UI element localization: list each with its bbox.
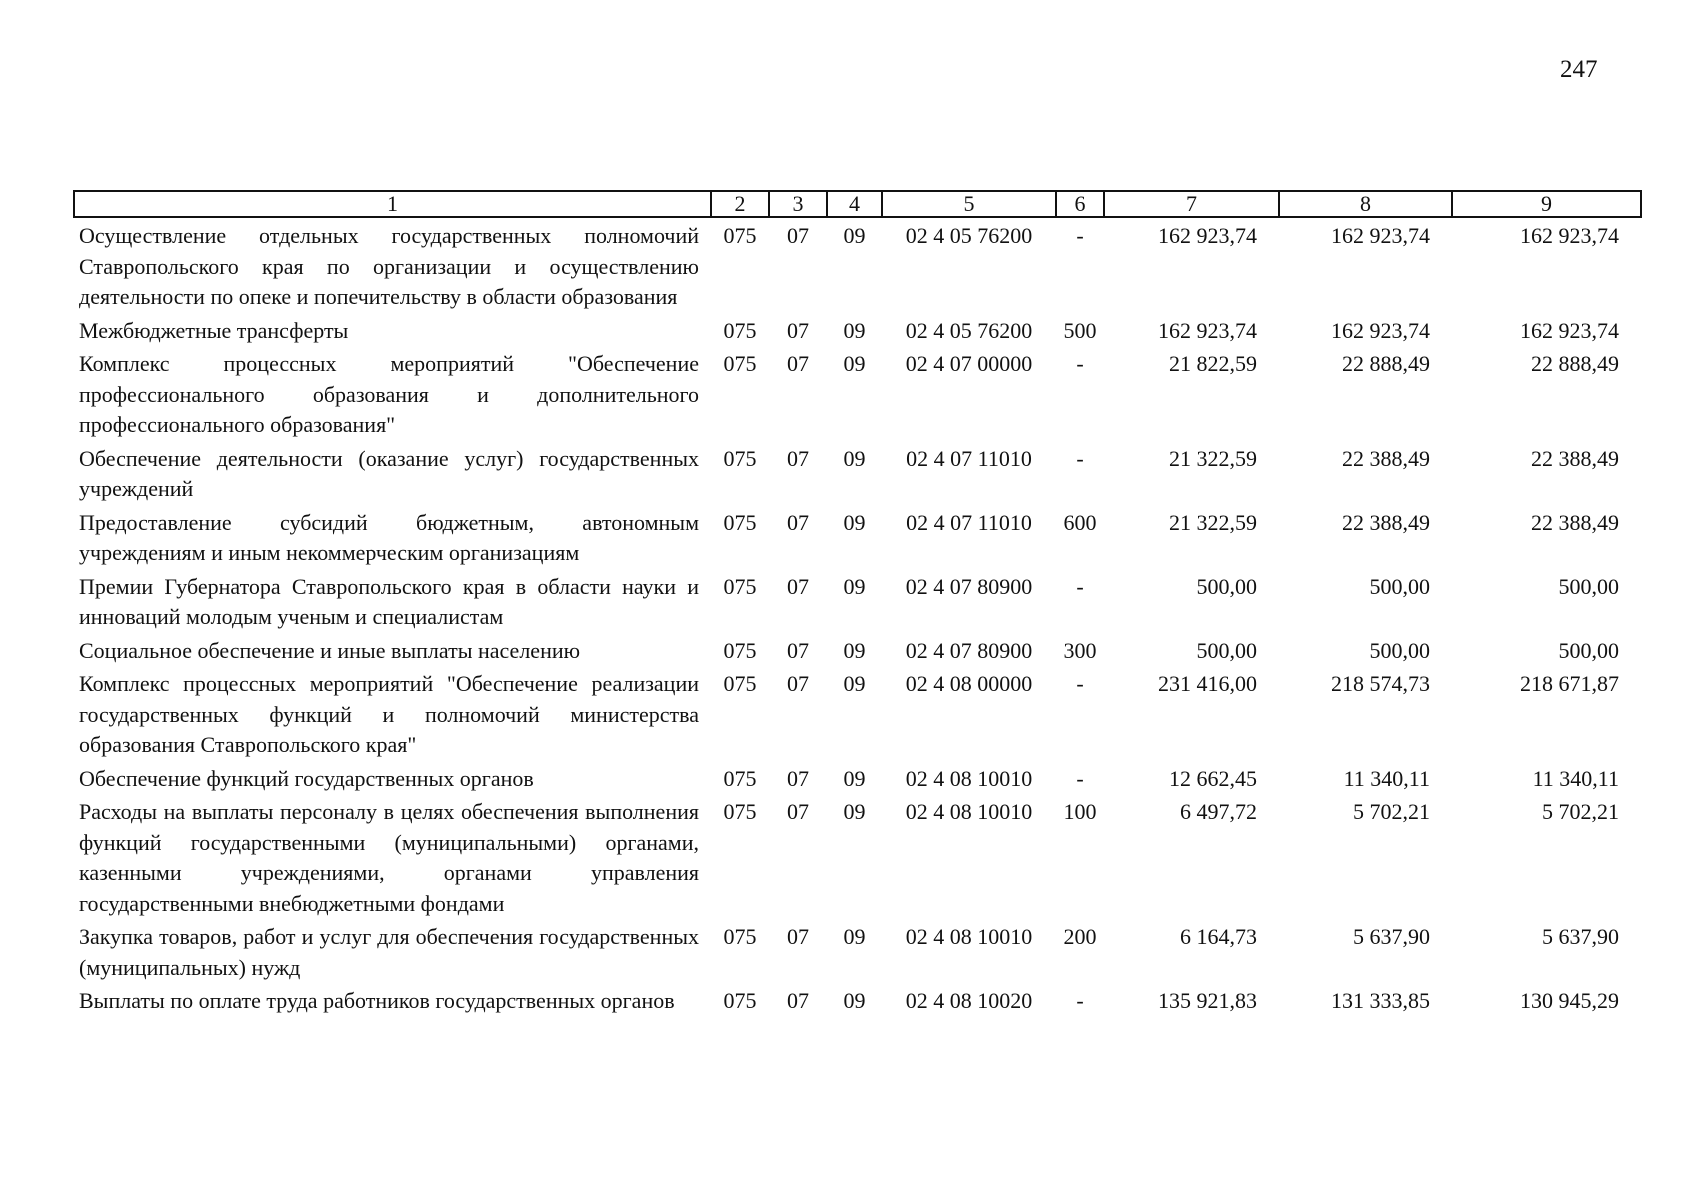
row-name-cell: Комплекс процессных мероприятий "Обеспечение профессионального образования и дополнительного профессионального образования" [79,351,699,437]
code-cell: 02 4 07 11010 [906,509,1032,535]
code-cell: - [1076,223,1084,248]
table-body [74,217,1641,1017]
code-cell: 075 [723,671,757,696]
amount-cell: 500,00 [1196,573,1257,599]
code-cell: 07 [787,988,809,1013]
code-cell: 09 [843,445,866,471]
amount-cell: 5 702,21 [1542,799,1619,824]
amount-cell: 162 923,74 [1520,223,1619,248]
table-row [74,983,1641,1017]
code-cell: 02 4 05 76200 [905,317,1033,343]
amount-cell: 500,00 [1558,637,1619,663]
amount-cell: 218 574,73 [1331,671,1430,696]
code-cell: 075 [723,351,757,376]
amount-cell: 162 923,74 [1520,317,1619,343]
amount-cell: 130 945,29 [1520,988,1619,1013]
code-cell: 075 [723,765,757,791]
code-cell: 02 4 08 10010 [905,799,1033,824]
code-cell: 07 [787,573,809,599]
table-row [74,569,1641,633]
amount-cell: 162 923,74 [1331,223,1430,248]
amount-cell: 5 637,90 [1353,924,1430,949]
budget-table [73,190,1642,1017]
table-row [74,441,1641,505]
row-name-cell: Закупка товаров, работ и услуг для обеспечения государственных (муниципальных) нужд [79,924,699,980]
amount-cell: 22 388,49 [1531,509,1619,535]
code-cell: 600 [1063,509,1097,535]
table-row [74,313,1641,347]
code-cell: 09 [843,637,866,663]
code-cell: 07 [787,924,809,949]
code-cell: 07 [787,637,809,663]
amount-cell: 131 333,85 [1331,988,1430,1013]
amount-cell: 500,00 [1369,637,1430,663]
table-row [74,794,1641,919]
row-name-cell: Предоставление субсидий бюджетным, автономным учреждениям и иным некоммерческим организациям [79,509,699,565]
code-cell: 09 [843,671,866,696]
code-cell: 09 [843,924,866,949]
amount-cell: 6 497,72 [1180,799,1257,824]
table-row [74,633,1641,667]
code-cell: 02 4 08 10010 [905,765,1033,791]
table-row [74,666,1641,761]
amount-cell: 5 702,21 [1353,799,1430,824]
code-cell: - [1076,671,1084,696]
code-cell: 07 [787,799,809,824]
table-row [74,217,1641,313]
code-cell: 09 [843,988,866,1013]
amount-cell: 135 921,83 [1158,988,1257,1013]
code-cell: 500 [1063,317,1097,343]
row-name-cell: Обеспечение функций государственных органов [79,765,534,791]
amount-cell: 231 416,00 [1158,671,1257,696]
code-cell: 07 [787,765,809,791]
amount-cell: 22 388,49 [1531,445,1619,471]
code-cell: 02 4 08 00000 [905,671,1033,696]
page-number: 247 [1560,56,1598,83]
column-header: 7 [1104,191,1279,217]
code-cell: 075 [723,637,757,663]
column-header: 6 [1056,191,1104,217]
column-header: 1 [74,191,711,217]
code-cell: 09 [843,573,866,599]
amount-cell: 500,00 [1196,637,1257,663]
code-cell: 09 [843,799,866,824]
code-cell: 075 [723,988,757,1013]
amount-cell: 22 888,49 [1531,351,1619,376]
amount-cell: 162 923,74 [1158,317,1257,343]
code-cell: 02 4 05 76200 [905,223,1033,248]
column-header: 8 [1279,191,1452,217]
code-cell: 200 [1063,924,1097,949]
code-cell: 09 [843,317,866,343]
column-header: 5 [882,191,1056,217]
column-header: 3 [769,191,827,217]
code-cell: 02 4 07 00000 [905,351,1033,376]
amount-cell: 21 322,59 [1169,509,1257,535]
row-name-cell: Социальное обеспечение и иные выплаты населению [79,637,581,663]
code-cell: - [1076,765,1084,791]
code-cell: 07 [787,509,809,535]
row-name-cell: Премии Губернатора Ставропольского края в области науки и инноваций молодым ученым и специалистам [79,573,699,629]
table-header-row [74,191,1641,217]
code-cell: 09 [843,351,866,376]
code-cell: 07 [787,317,809,343]
code-cell: - [1076,351,1084,376]
code-cell: 075 [723,317,757,343]
code-cell: 300 [1063,637,1097,663]
amount-cell: 6 164,73 [1180,924,1257,949]
amount-cell: 500,00 [1558,573,1619,599]
amount-cell: 5 637,90 [1542,924,1619,949]
code-cell: 075 [723,223,757,248]
code-cell: 07 [787,351,809,376]
code-cell: 09 [843,223,866,248]
amount-cell: 11 340,11 [1532,765,1619,791]
row-name-cell: Обеспечение деятельности (оказание услуг) государственных учреждений [79,445,699,501]
amount-cell: 22 888,49 [1342,351,1430,376]
table-row [74,919,1641,983]
amount-cell: 21 322,59 [1169,445,1257,471]
amount-cell: 218 671,87 [1520,671,1619,696]
code-cell: - [1076,445,1084,471]
row-name-cell: Осуществление отдельных государственных полномочий Ставропольского края по организации и осуществлению деятельности по опеке и попечительству в области образования [79,223,699,309]
code-cell: 07 [787,445,809,471]
column-header: 4 [827,191,882,217]
amount-cell: 11 340,11 [1343,765,1430,791]
code-cell: 075 [723,509,757,535]
code-cell: 02 4 07 80900 [905,637,1033,663]
table-row [74,346,1641,441]
code-cell: 07 [787,223,809,248]
column-header: 9 [1452,191,1641,217]
code-cell: 075 [723,799,757,824]
code-cell: 07 [787,671,809,696]
row-name-cell: Выплаты по оплате труда работников государственных органов [79,988,675,1013]
row-name-cell: Комплекс процессных мероприятий "Обеспечение реализации государственных функций и полномочий министерства образования Ставропольского края" [79,671,699,757]
amount-cell: 21 822,59 [1169,351,1257,376]
code-cell: 02 4 07 80900 [905,573,1033,599]
code-cell: 02 4 07 11010 [906,445,1032,471]
code-cell: 09 [843,509,866,535]
row-name-cell: Межбюджетные трансферты [79,317,349,343]
row-name-cell: Расходы на выплаты персоналу в целях обеспечения выполнения функций государственными (муниципальными) органами, казенными учреждениями, органами управления государственными внебюджетными фондами [79,799,699,916]
amount-cell: 162 923,74 [1158,223,1257,248]
table-row [74,761,1641,795]
column-header: 2 [711,191,769,217]
amount-cell: 22 388,49 [1342,445,1430,471]
amount-cell: 500,00 [1369,573,1430,599]
amount-cell: 22 388,49 [1342,509,1430,535]
code-cell: 09 [843,765,866,791]
amount-cell: 12 662,45 [1169,765,1257,791]
code-cell: 02 4 08 10010 [905,924,1033,949]
code-cell: 075 [723,445,757,471]
code-cell: 100 [1063,799,1097,824]
code-cell: 075 [723,573,757,599]
amount-cell: 162 923,74 [1331,317,1430,343]
code-cell: 075 [723,924,757,949]
table-row [74,505,1641,569]
code-cell: - [1076,988,1084,1013]
code-cell: - [1076,573,1084,599]
code-cell: 02 4 08 10020 [905,988,1033,1013]
